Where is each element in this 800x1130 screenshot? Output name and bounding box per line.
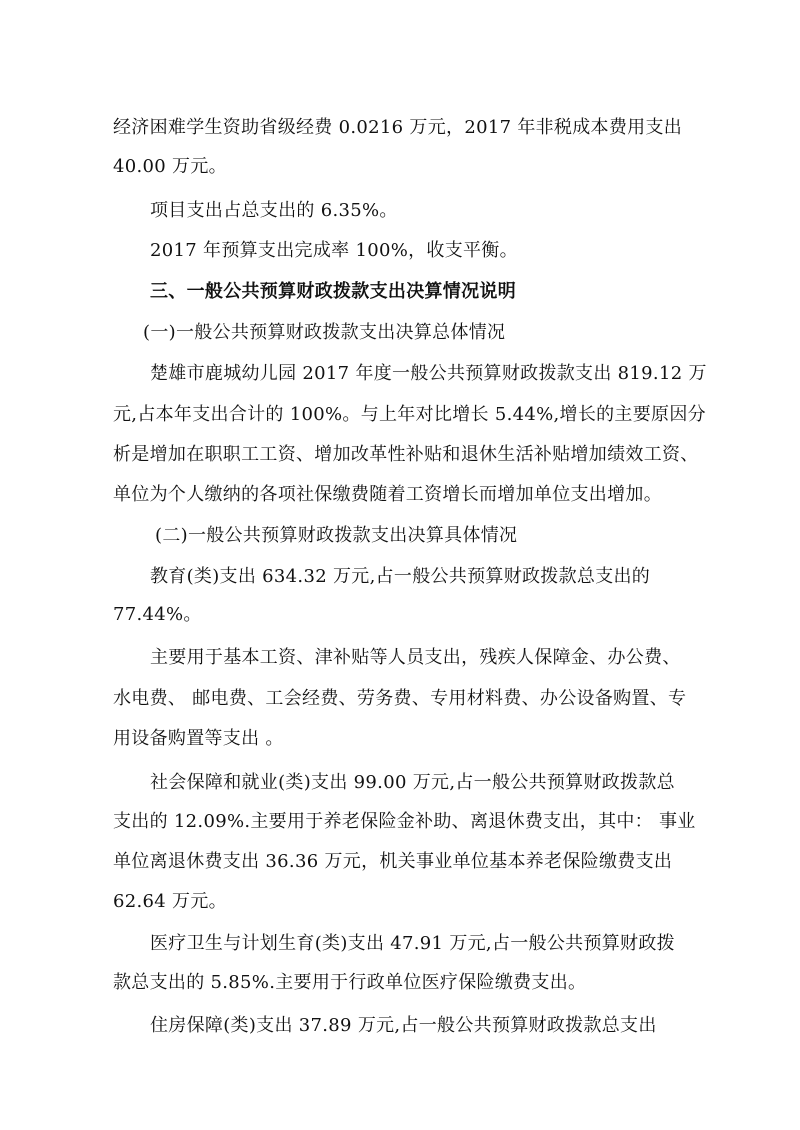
paragraph-line: 教育(类)支出 634.32 万元,占一般公共预算财政拨款总支出的 [150,566,651,587]
paragraph-line: 医疗卫生与计划生育(类)支出 47.91 万元,占一般公共预算财政拨 [150,933,675,954]
paragraph-line: 77.44%。 [113,604,202,625]
paragraph-line: 2017 年预算支出完成率 100%，收支平衡。 [150,240,518,261]
paragraph-line: 主要用于基本工资、津补贴等人员支出，残疾人保障金、办公费、 [150,647,681,668]
paragraph-line: 用设备购置等支出 。 [113,728,284,749]
paragraph-line: 元,占本年支出合计的 100%。与上年对比增长 5.44%,增长的主要原因分 [113,404,706,425]
paragraph-line: 住房保障(类)支出 37.89 万元,占一般公共预算财政拨款总支出 [150,1015,657,1036]
paragraph-line: 水电费、 邮电费、工会经费、劳务费、专用材料费、办公设备购置、专 [113,688,687,709]
subsection-heading: (一)一般公共预算财政拨款支出决算总体情况 [143,322,506,343]
section-heading: 三、一般公共预算财政拨款支出决算情况说明 [150,281,516,302]
paragraph-line: 款总支出的 5.85%.主要用于行政单位医疗保险缴费支出。 [113,972,587,993]
paragraph-line: 项目支出占总支出的 6.35%。 [150,200,398,221]
paragraph-line: 析是增加在职职工工资、增加改革性补贴和退休生活补贴增加绩效工资、 [113,444,699,465]
paragraph-line: 单位离退休费支出 36.36 万元，机关事业单位基本养老保险缴费支出 [113,851,673,872]
paragraph-line: 单位为个人缴纳的各项社保缴费随着工资增长而增加单位支出增加。 [113,484,662,505]
paragraph-line: 楚雄市鹿城幼儿园 2017 年度一般公共预算财政拨款支出 819.12 万 [150,363,707,384]
paragraph-line: 支出的 12.09%.主要用于养老保险金补助、离退休费支出，其中： 事业 [113,811,696,832]
paragraph-line: 经济困难学生资助省级经费 0.0216 万元，2017 年非税成本费用支出 [113,117,683,138]
paragraph-line: 40.00 万元。 [113,156,227,177]
paragraph-line: 社会保障和就业(类)支出 99.00 万元,占一般公共预算财政拨款总 [150,772,675,793]
subsection-heading: (二)一般公共预算财政拨款支出决算具体情况 [155,525,518,546]
paragraph-line: 62.64 万元。 [113,891,227,912]
